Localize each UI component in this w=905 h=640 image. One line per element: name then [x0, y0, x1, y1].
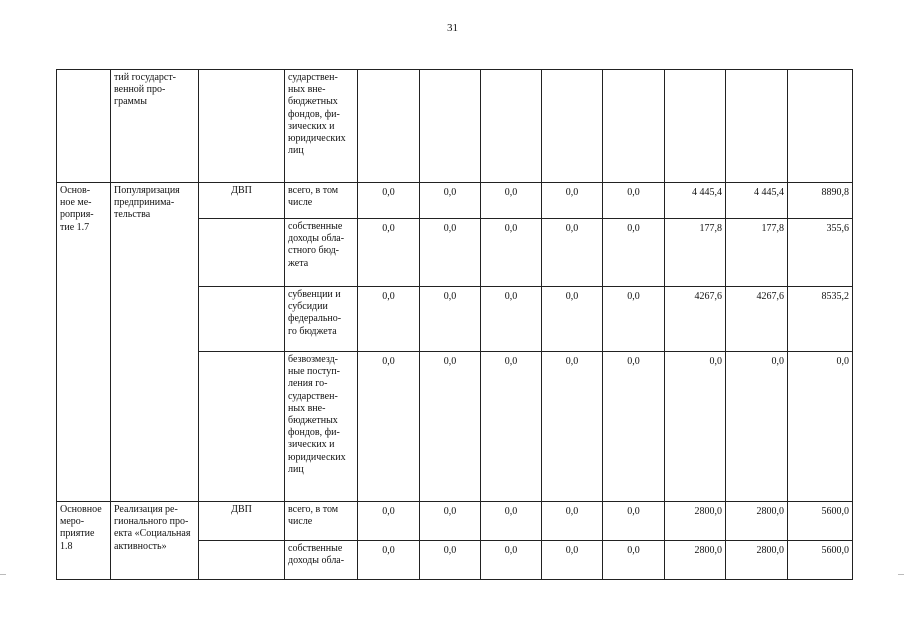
- value-cell: [481, 183, 542, 219]
- table-row: [57, 70, 853, 183]
- value-text: 0,0: [504, 506, 518, 517]
- executor-cell: [199, 70, 285, 183]
- executor-cell: [199, 287, 285, 352]
- executor-cell: ДВП: [199, 502, 285, 541]
- value-text: 0,0: [627, 506, 640, 517]
- value-cell: [481, 502, 542, 541]
- value-cell: [420, 287, 481, 352]
- value-cell: [603, 502, 665, 541]
- value-cell: [788, 70, 853, 183]
- value-cell: [420, 502, 481, 541]
- funding-source-cell: сударствен- ных вне- бюджетных фондов, фи- зических и юридических лиц: [285, 70, 358, 183]
- value-text: 0,0: [443, 187, 457, 198]
- funding-source-cell: всего, в том числе: [285, 502, 358, 541]
- value-cell: [788, 183, 853, 219]
- value-text: 0,0: [627, 223, 640, 234]
- funding-source-cell: субвенции и субсидии федерально- го бюджета: [285, 287, 358, 352]
- funding-source-cell: всего, в том числе: [285, 183, 358, 219]
- executor-cell: [199, 541, 285, 580]
- value-text: 0,0: [504, 291, 518, 302]
- value-cell: [788, 502, 853, 541]
- value-text: 4 445,4: [754, 187, 784, 198]
- funding-source-cell: безвозмезд- ные поступ- ления го- сударствен- ных вне- бюджетных фондов, фи- зических и юридических лиц: [285, 352, 358, 502]
- table-row: [57, 502, 853, 541]
- value-text: 0,0: [627, 356, 640, 367]
- page-number: 31: [447, 22, 458, 34]
- value-text: 0,0: [771, 356, 784, 367]
- value-cell: [603, 541, 665, 580]
- value-text: 0,0: [443, 291, 457, 302]
- value-cell: [542, 183, 603, 219]
- value-cell: [420, 183, 481, 219]
- value-cell: [358, 287, 420, 352]
- value-cell: [726, 287, 788, 352]
- value-text: 177,8: [761, 223, 784, 234]
- value-text: 0,0: [565, 291, 579, 302]
- measure-id-cell: [57, 70, 111, 183]
- value-text: 0,0: [504, 187, 518, 198]
- value-text: 0,0: [627, 545, 640, 556]
- value-cell: [788, 541, 853, 580]
- value-text: 0,0: [382, 356, 395, 367]
- value-cell: [358, 352, 420, 502]
- value-cell: [420, 352, 481, 502]
- value-text: 355,6: [826, 223, 849, 234]
- value-text: 4 445,4: [692, 187, 722, 198]
- value-text: 0,0: [836, 356, 849, 367]
- value-text: 0,0: [504, 356, 518, 367]
- value-text: 2800,0: [756, 545, 784, 556]
- value-text: 0,0: [382, 506, 395, 517]
- value-cell: [603, 70, 665, 183]
- scan-edge-mark: [898, 574, 904, 576]
- value-cell: [665, 287, 726, 352]
- value-text: 0,0: [382, 187, 395, 198]
- value-cell: [665, 70, 726, 183]
- value-cell: [358, 541, 420, 580]
- value-text: 0,0: [443, 356, 457, 367]
- value-text: 0,0: [443, 545, 457, 556]
- table-row: [57, 183, 853, 219]
- value-cell: [788, 352, 853, 502]
- value-cell: [542, 287, 603, 352]
- executor-cell: [199, 352, 285, 502]
- value-text: 0,0: [565, 223, 579, 234]
- value-text: 0,0: [709, 356, 722, 367]
- value-text: 4267,6: [694, 291, 722, 302]
- value-text: 0,0: [382, 291, 395, 302]
- value-text: 0,0: [443, 223, 457, 234]
- measure-name-cell: Реализация ре- гионального про- екта «Социальная активность»: [111, 502, 199, 580]
- value-cell: [358, 219, 420, 287]
- value-text: 0,0: [565, 356, 579, 367]
- value-cell: [665, 219, 726, 287]
- value-cell: [603, 183, 665, 219]
- funding-source-cell: собственные доходы обла-: [285, 541, 358, 580]
- value-cell: [788, 219, 853, 287]
- value-text: 0,0: [443, 506, 457, 517]
- value-cell: [726, 541, 788, 580]
- value-text: 8535,2: [821, 291, 849, 302]
- value-text: 5600,0: [821, 545, 849, 556]
- value-cell: [358, 502, 420, 541]
- value-text: 0,0: [382, 545, 395, 556]
- value-cell: [726, 219, 788, 287]
- scan-edge-mark: [0, 574, 6, 576]
- measure-name-cell: Популяризация предпринима- тельства: [111, 183, 199, 502]
- value-cell: [603, 287, 665, 352]
- value-cell: [481, 352, 542, 502]
- measure-name-cell: тий государст- венной про- граммы: [111, 70, 199, 183]
- value-cell: [542, 70, 603, 183]
- value-text: 0,0: [565, 545, 579, 556]
- value-cell: [542, 352, 603, 502]
- value-cell: [481, 287, 542, 352]
- executor-cell: [199, 219, 285, 287]
- value-text: 0,0: [382, 223, 395, 234]
- value-text: 177,8: [699, 223, 722, 234]
- value-cell: [481, 70, 542, 183]
- value-cell: [726, 502, 788, 541]
- value-cell: [665, 183, 726, 219]
- value-cell: [665, 502, 726, 541]
- measure-id-cell: Основ- ное ме- роприя- тие 1.7: [57, 183, 111, 502]
- value-text: 0,0: [565, 506, 579, 517]
- value-cell: [481, 219, 542, 287]
- value-text: 0,0: [627, 291, 640, 302]
- value-cell: [481, 541, 542, 580]
- value-cell: [726, 352, 788, 502]
- value-cell: [603, 219, 665, 287]
- value-cell: [358, 70, 420, 183]
- measure-id-cell: Основное меро- приятие 1.8: [57, 502, 111, 580]
- value-cell: [603, 352, 665, 502]
- value-text: 0,0: [627, 187, 640, 198]
- value-text: 0,0: [565, 187, 579, 198]
- value-cell: [420, 219, 481, 287]
- funding-source-cell: собственные доходы обла- стного бюд- жета: [285, 219, 358, 287]
- value-text: 0,0: [504, 545, 518, 556]
- value-cell: [542, 541, 603, 580]
- value-cell: [726, 183, 788, 219]
- executor-cell: ДВП: [199, 183, 285, 219]
- value-text: 5600,0: [821, 506, 849, 517]
- value-cell: [542, 219, 603, 287]
- value-text: 2800,0: [756, 506, 784, 517]
- value-text: 2800,0: [694, 506, 722, 517]
- budget-table: [56, 69, 853, 580]
- value-cell: [788, 287, 853, 352]
- value-text: 2800,0: [694, 545, 722, 556]
- value-text: 4267,6: [756, 291, 784, 302]
- value-cell: [420, 70, 481, 183]
- value-text: 0,0: [504, 223, 518, 234]
- value-text: 8890,8: [821, 187, 849, 198]
- value-cell: [358, 183, 420, 219]
- value-cell: [665, 352, 726, 502]
- value-cell: [665, 541, 726, 580]
- value-cell: [420, 541, 481, 580]
- value-cell: [542, 502, 603, 541]
- value-cell: [726, 70, 788, 183]
